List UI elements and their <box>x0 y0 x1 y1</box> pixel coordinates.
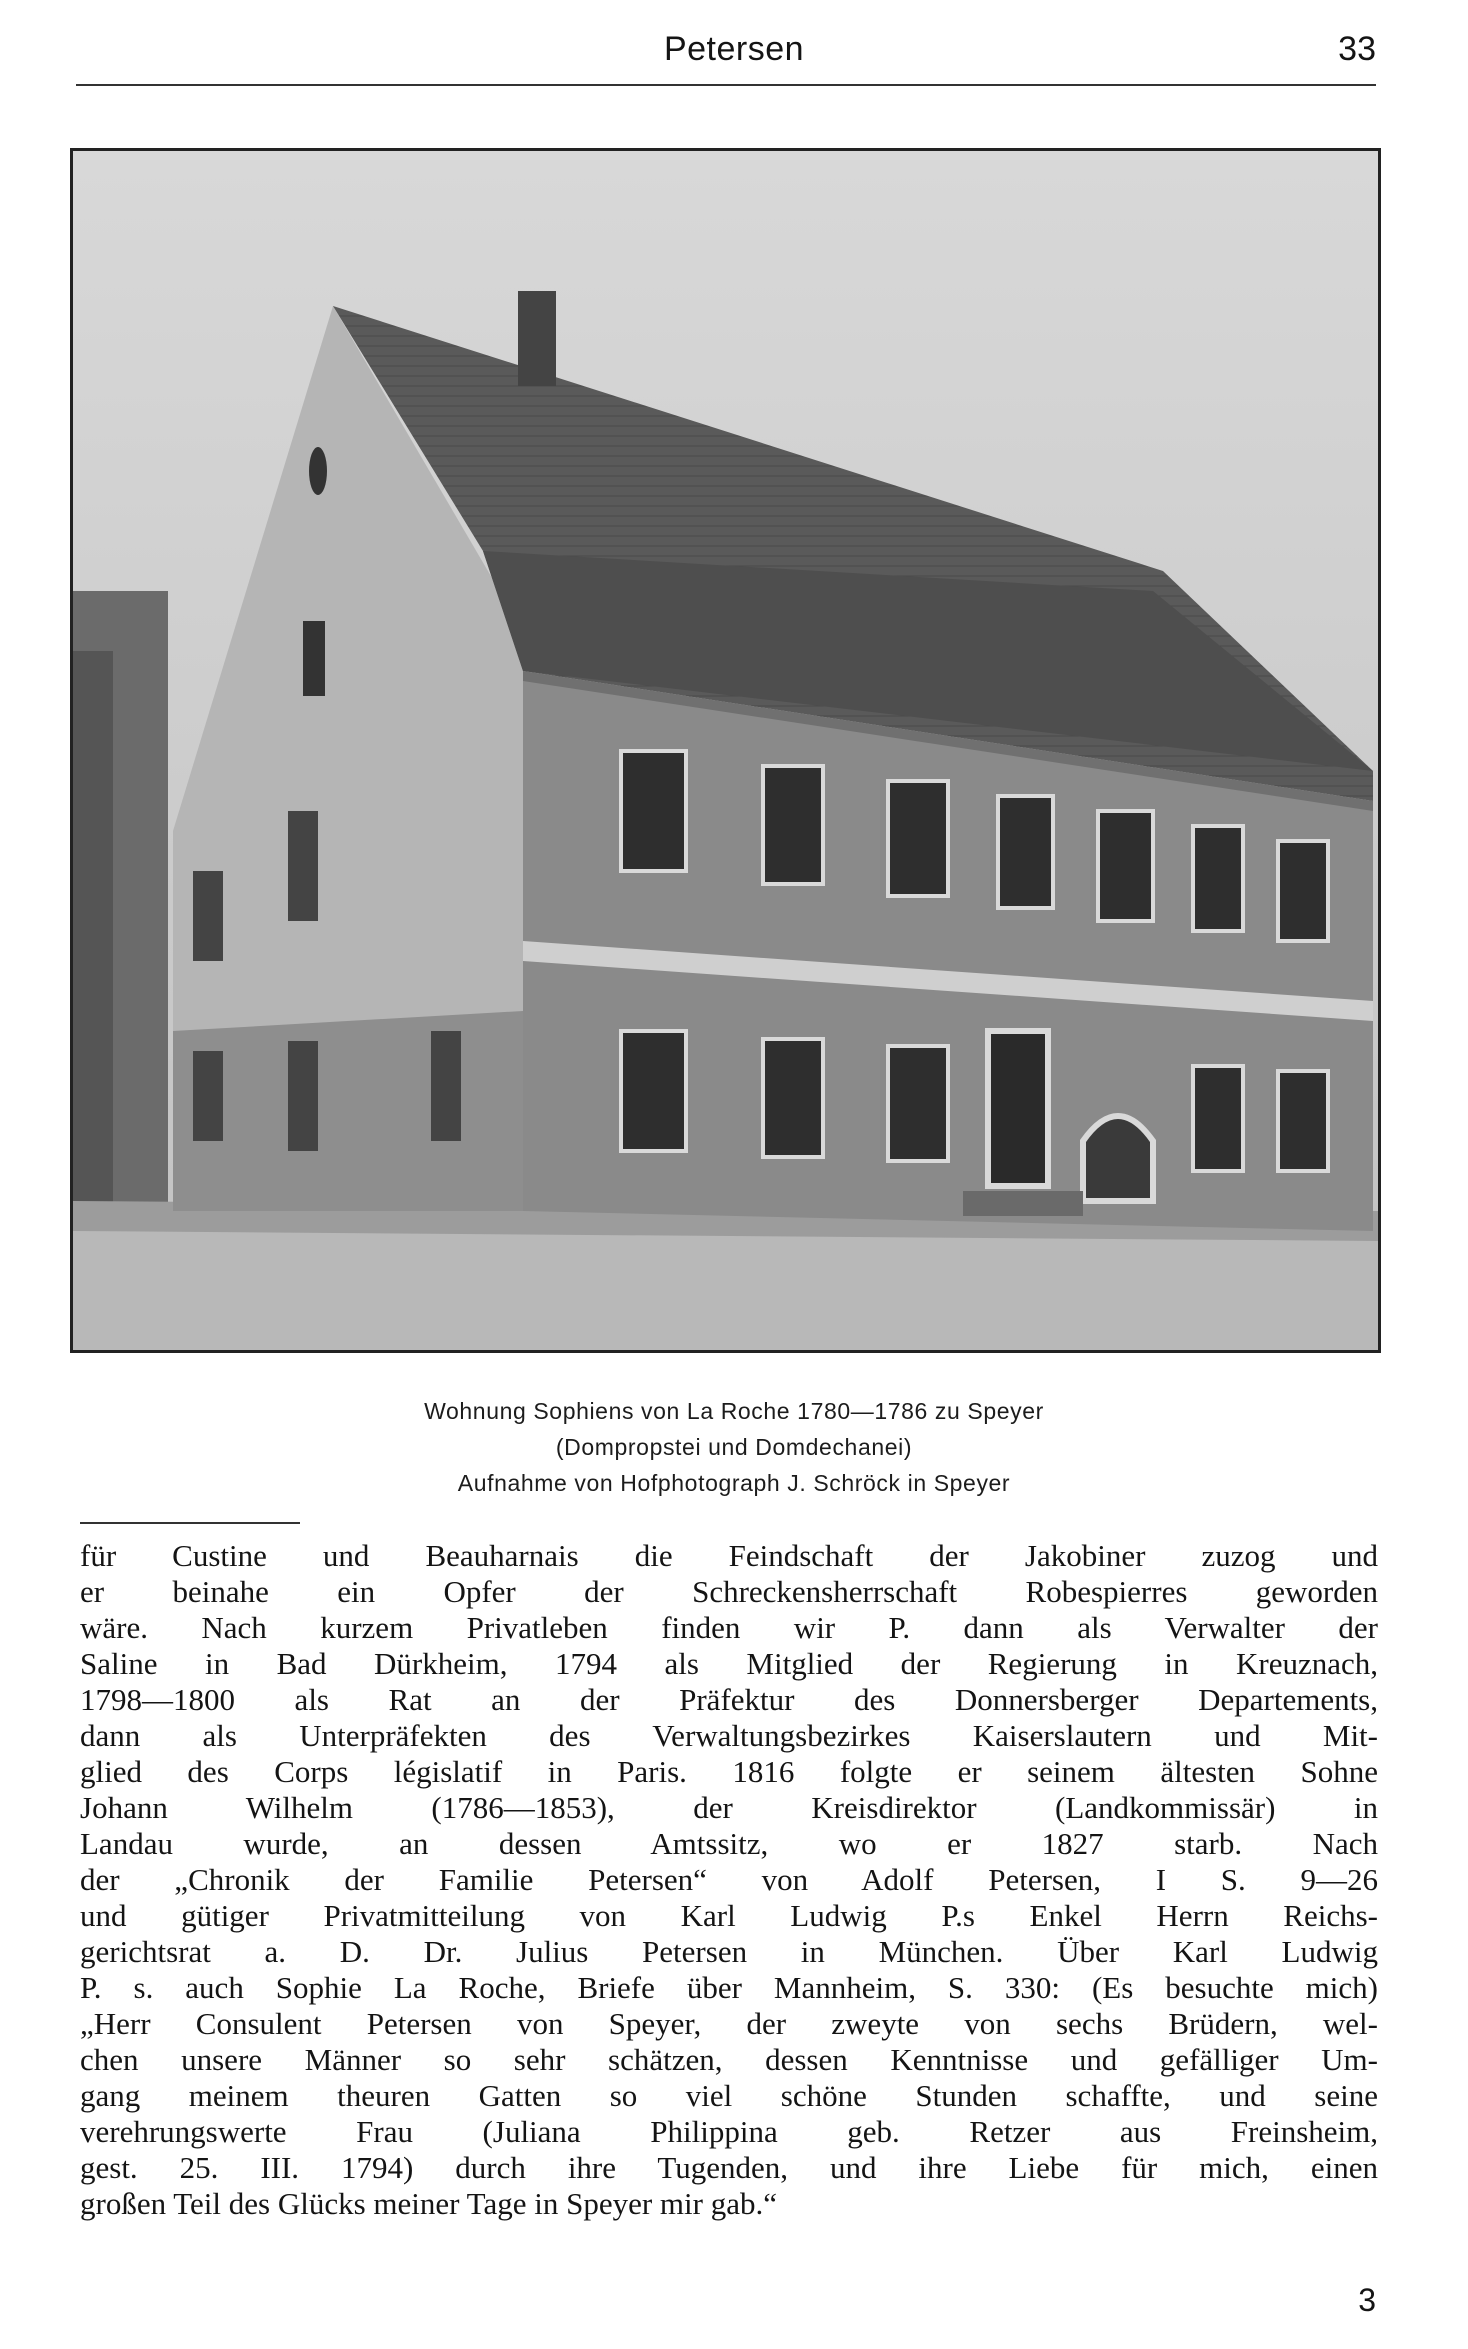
running-header-page-number: 33 <box>1338 30 1376 68</box>
running-header-title: Petersen <box>663 30 805 68</box>
text-line: „Herr Consulent Petersen von Speyer, der zweyte von sechs Brüdern, wel- <box>80 2006 1378 2041</box>
photo-caption-line-3: Aufnahme von Hofphotograph J. Schröck in Speyer <box>457 1470 1011 1496</box>
building-photograph <box>70 148 1381 1353</box>
text-line: chen unsere Männer so sehr schätzen, dessen Kenntnisse und gefälliger Um- <box>80 2042 1378 2077</box>
text-line: dann als Unterpräfekten des Verwaltungsbezirkes Kaiserslautern und Mit- <box>80 1718 1378 1753</box>
text-line: er beinahe ein Opfer der Schreckensherrschaft Robespierres geworden <box>80 1574 1378 1609</box>
text-line: 1798—1800 als Rat an der Präfektur des Donnersberger Departements, <box>80 1682 1378 1717</box>
text-line: großen Teil des Glücks meiner Tage in Speyer mir gab.“ <box>80 2186 777 2221</box>
text-line: gest. 25. III. 1794) durch ihre Tugenden, und ihre Liebe für mich, einen <box>80 2150 1378 2185</box>
text-line: für Custine und Beauharnais die Feindschaft der Jakobiner zuzog und <box>80 1538 1378 1573</box>
photo-caption-line-2: (Dompropstei und Domdechanei) <box>555 1434 913 1460</box>
text-line: gang meinem theuren Gatten so viel schöne Stunden schaffte, und seine <box>80 2078 1378 2113</box>
photo-caption-line-1: Wohnung Sophiens von La Roche 1780—1786 zu Speyer <box>424 1398 1044 1424</box>
text-line: und gütiger Privatmitteilung von Karl Ludwig P.s Enkel Herrn Reichs- <box>80 1898 1378 1933</box>
header-rule <box>76 84 1376 86</box>
text-line: verehrungswerte Frau (Juliana Philippina geb. Retzer aus Freinsheim, <box>80 2114 1378 2149</box>
text-line: gerichtsrat a. D. Dr. Julius Petersen in München. Über Karl Ludwig <box>80 1934 1378 1969</box>
text-line: wäre. Nach kurzem Privatleben finden wir P. dann als Verwalter der <box>80 1610 1378 1645</box>
footer-page-number: 3 <box>1358 2282 1376 2318</box>
text-line: Johann Wilhelm (1786—1853), der Kreisdirektor (Landkommissär) in <box>80 1790 1378 1825</box>
house-illustration <box>73 151 1378 1350</box>
text-line: Landau wurde, an dessen Amtssitz, wo er 1827 starb. Nach <box>80 1826 1378 1861</box>
footnote-rule <box>80 1522 300 1524</box>
text-line: der „Chronik der Familie Petersen“ von Adolf Petersen, I S. 9—26 <box>80 1862 1378 1897</box>
text-line: Saline in Bad Dürkheim, 1794 als Mitglied der Regierung in Kreuznach, <box>80 1646 1378 1681</box>
text-line: glied des Corps législatif in Paris. 1816 folgte er seinem ältesten Sohne <box>80 1754 1378 1789</box>
text-line: P. s. auch Sophie La Roche, Briefe über Mannheim, S. 330: (Es besuchte mich) <box>80 1970 1378 2005</box>
